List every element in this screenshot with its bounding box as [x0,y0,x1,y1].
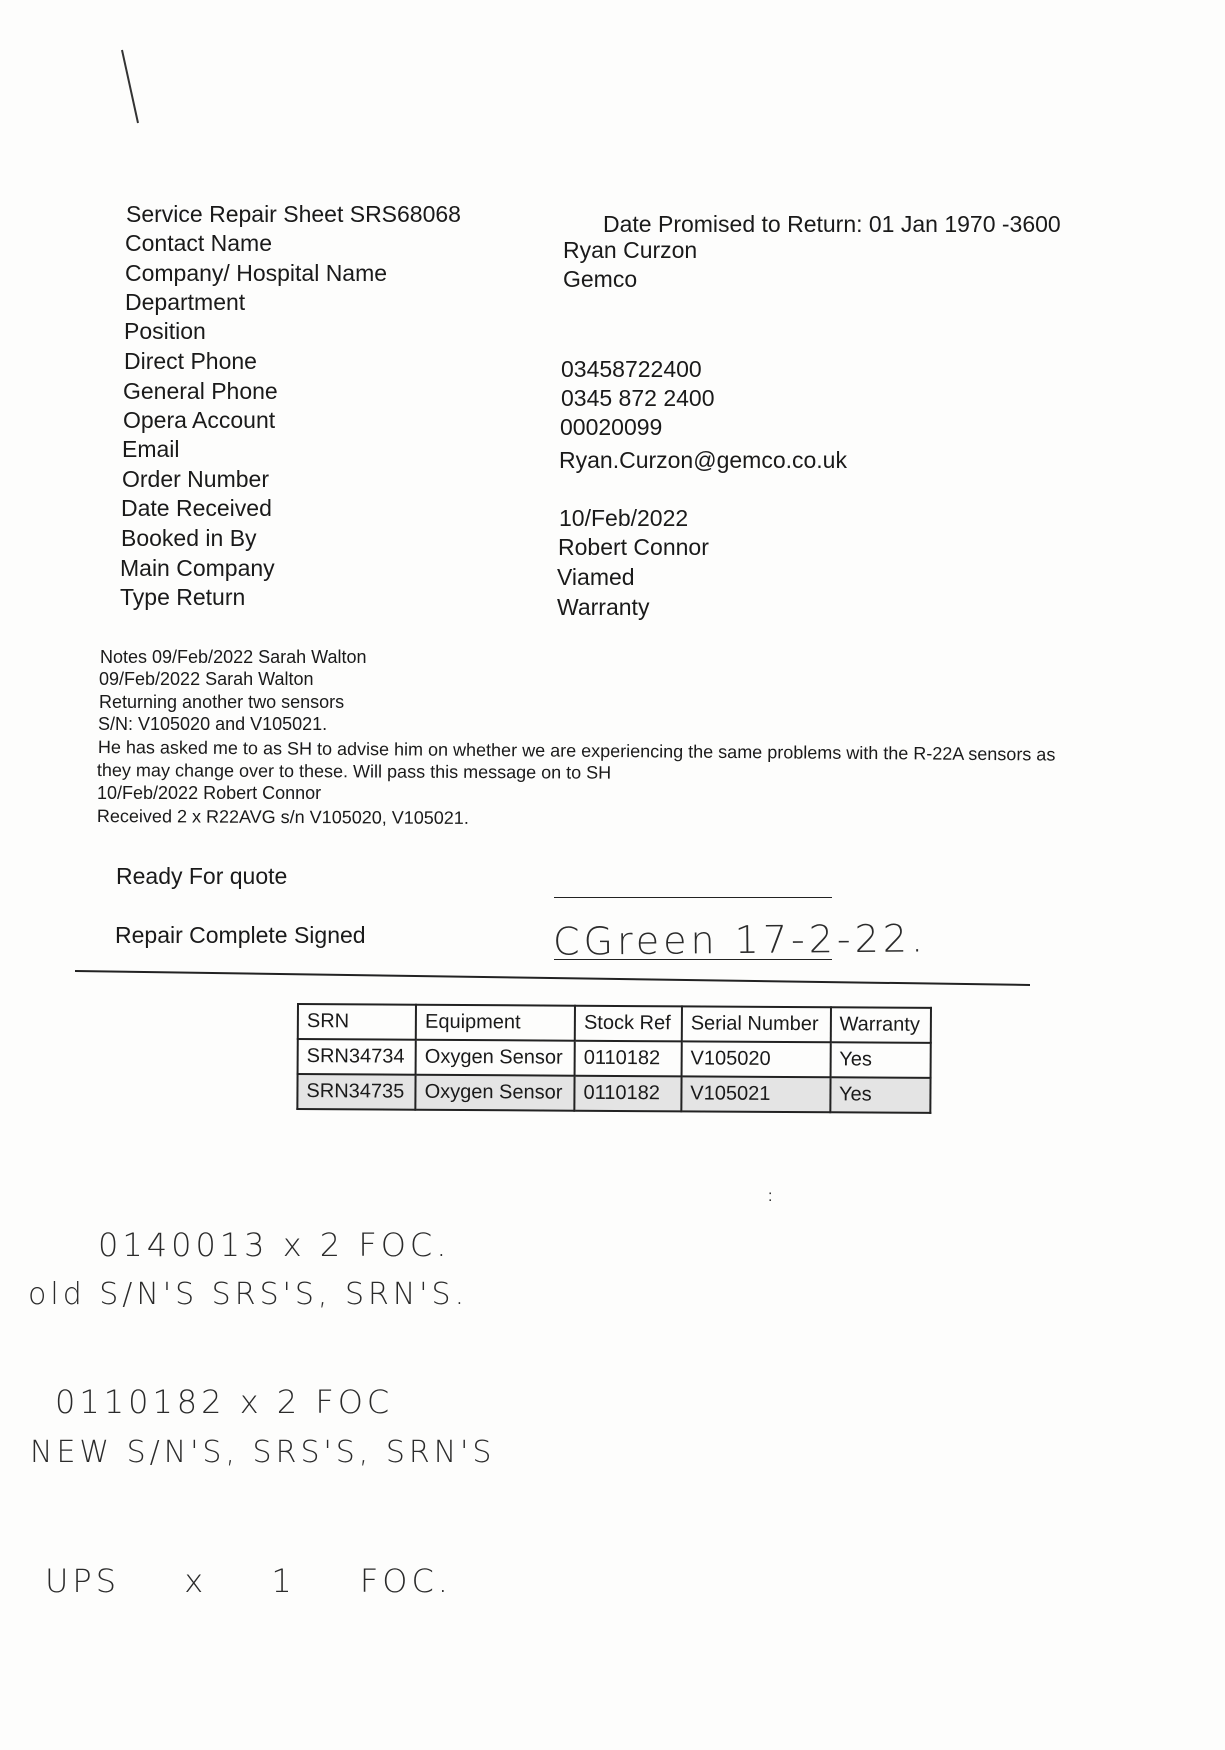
table-row [297,1074,930,1113]
note-line: 10/Feb/2022 Robert Connor [97,783,322,803]
field-label: Contact Name [125,230,273,256]
equipment-table [296,1003,932,1114]
table-header: SRN [298,1004,416,1040]
opera-account-value: 00020099 [560,414,663,440]
table-cell: Yes [830,1042,931,1078]
table-cell: 0110182 [575,1041,682,1077]
note-line: S/N: V105020 and V105021. [98,714,328,734]
field-label: Email [122,436,180,462]
table-cell: V105020 [681,1041,830,1077]
sheet-title: Service Repair Sheet SRS68068 [126,201,461,227]
table-header: Stock Ref [575,1006,682,1042]
handwritten-line: NEW S/N'S, SRS'S, SRN'S [30,1435,496,1470]
direct-phone-value: 03458722400 [561,356,702,382]
field-label: General Phone [123,378,278,404]
field-label: Date Received [121,495,272,521]
section-divider [0,965,1225,990]
table-cell: 0110182 [574,1076,681,1112]
ready-for-quote-label: Ready For quote [116,863,288,889]
date-received-value: 10/Feb/2022 [559,505,689,531]
contact-name-value: Ryan Curzon [563,237,698,263]
field-label: Company/ Hospital Name [125,260,388,286]
field-label: Booked in By [121,525,257,551]
company-value: Gemco [563,266,638,292]
table-cell: SRN34734 [298,1039,416,1075]
table-cell: Oxygen Sensor [416,1040,575,1076]
email-value: Ryan.Curzon@gemco.co.uk [559,447,847,473]
type-return-value: Warranty [557,594,650,620]
note-line: Received 2 x R22AVG s/n V105020, V105021. [96,806,469,828]
date-promised: Date Promised to Return: 01 Jan 1970 -3600 [603,211,1061,237]
main-company-value: Viamed [557,564,635,590]
note-line: Returning another two sensors [99,692,345,712]
field-label: Opera Account [123,407,276,433]
field-label: Order Number [122,466,269,492]
pen-stroke-mark [110,45,150,130]
table-cell: Oxygen Sensor [415,1075,574,1111]
handwritten-line: 0140013 x 2 FOC. [98,1226,451,1264]
field-label: Main Company [120,555,275,581]
table-cell: SRN34735 [297,1074,415,1110]
table-header: Serial Number [682,1006,831,1042]
note-line: Notes 09/Feb/2022 Sarah Walton [100,647,367,667]
ready-for-quote-line [554,897,832,898]
table-header: Warranty [830,1007,931,1043]
table-header-row [298,1004,931,1043]
note-line: He has asked me to as SH to advise him on whether we are experiencing the same problems with the R-22A sensors as [97,736,1056,765]
general-phone-value: 0345 872 2400 [561,385,715,411]
note-line: they may change over to these. Will pass this message on to SH [96,760,612,783]
handwritten-line: 0110182 x 2 FOC [55,1383,394,1421]
handwritten-line: UPS x 1 FOC. [45,1562,452,1600]
table-cell: V105021 [681,1076,830,1112]
field-label: Position [124,318,206,344]
table-row [298,1039,931,1078]
handwritten-line: old S/N'S SRS'S, SRN'S. [28,1277,469,1312]
field-label: Type Return [120,584,246,610]
table-header: Equipment [416,1005,575,1041]
stray-mark: : [768,1188,773,1205]
note-line: 09/Feb/2022 Sarah Walton [99,669,314,689]
table-cell: Yes [830,1077,931,1113]
repair-complete-label: Repair Complete Signed [115,922,366,948]
field-label: Department [125,289,246,315]
repair-signature: CGreen 17-2-22. [552,916,928,964]
booked-in-by-value: Robert Connor [558,534,709,560]
field-label: Direct Phone [124,348,257,374]
